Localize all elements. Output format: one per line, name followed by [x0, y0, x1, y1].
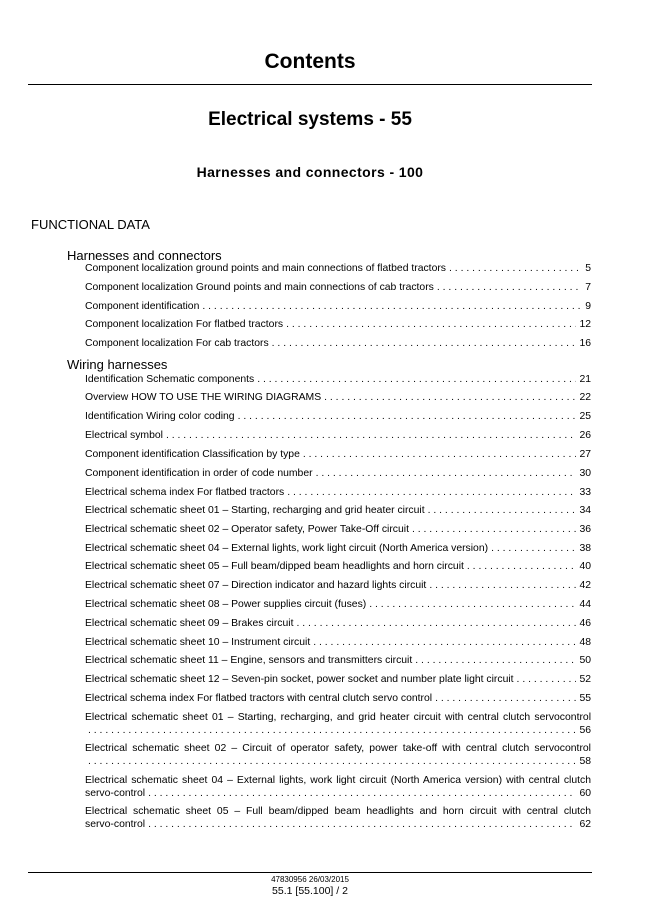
toc-entry[interactable] — [85, 448, 591, 462]
toc-leader-dots — [238, 410, 577, 424]
toc-entry[interactable] — [85, 486, 591, 500]
toc-leader-dots — [324, 391, 576, 405]
toc-entry-page: 48 — [579, 637, 591, 648]
toc-entry[interactable] — [85, 373, 591, 387]
toc-entry-long[interactable] — [85, 711, 591, 737]
subsection-title: Harnesses and connectors - 100 — [196, 164, 424, 180]
toc-entry-page: 27 — [579, 449, 591, 460]
toc-entry-title: Electrical schematic sheet 12 – Seven-pin socket, power socket and number plate light circuit — [85, 674, 514, 685]
toc-entry-page: 58 — [579, 756, 591, 767]
toc-entry-page: 16 — [579, 338, 591, 349]
toc-entry-page: 26 — [579, 430, 591, 441]
toc-entry-title: Electrical schematic sheet 11 – Engine, sensors and transmitters circuit — [85, 655, 413, 666]
toc-leader-dots — [437, 281, 582, 295]
toc-entry-page: 33 — [579, 487, 591, 498]
toc-entry[interactable] — [85, 300, 591, 314]
toc-entry[interactable] — [85, 262, 591, 276]
toc-leader-dots — [316, 467, 577, 481]
toc-entry-page: 52 — [579, 674, 591, 685]
group-heading-wiring-harnesses: Wiring harnesses — [67, 357, 168, 372]
toc-entry[interactable] — [85, 579, 591, 593]
toc-entry-title: Component localization For cab tractors — [85, 338, 269, 349]
toc-leader-dots — [88, 724, 576, 737]
toc-leader-dots — [428, 504, 577, 518]
toc-entry-long[interactable] — [85, 774, 591, 800]
toc-leader-dots — [286, 318, 576, 332]
toc-leader-dots — [435, 692, 576, 706]
toc-entry[interactable] — [85, 429, 591, 443]
toc-entry-title: Electrical schematic sheet 10 – Instrument circuit — [85, 637, 311, 648]
toc-entry-page: 7 — [585, 282, 591, 293]
toc-entry-title: Electrical schematic sheet 05 – Full beam/dipped beam headlights and horn circuit — [85, 561, 464, 572]
toc-entry[interactable] — [85, 560, 591, 574]
toc-entry-page: 38 — [579, 543, 591, 554]
toc-entry-title: Identification Schematic components — [85, 374, 255, 385]
toc-leader-dots — [148, 787, 576, 800]
toc-entry[interactable] — [85, 467, 591, 481]
toc-entry-title: Identification Wiring color coding — [85, 411, 235, 422]
toc-leader-dots — [517, 673, 577, 687]
toc-entry-title-line1: Electrical schematic sheet 01 – Starting, recharging, and grid heater circuit with central clutch servocontrol — [85, 712, 591, 723]
toc-entry[interactable] — [85, 523, 591, 537]
toc-entry-title: Component identification in order of code number — [85, 468, 313, 479]
toc-entry[interactable] — [85, 281, 591, 295]
toc-entry[interactable] — [85, 318, 591, 332]
toc-leader-dots — [449, 262, 582, 276]
toc-entry-page: 40 — [579, 561, 591, 572]
toc-entry-page: 30 — [579, 468, 591, 479]
toc-entry-page: 21 — [579, 374, 591, 385]
toc-leader-dots — [257, 373, 576, 387]
toc-entry-page: 56 — [579, 725, 591, 736]
toc-entry-title-line1: Electrical schematic sheet 02 – Circuit of operator safety, power take-off with central clutch servocontrol — [85, 743, 591, 754]
toc-entry[interactable] — [85, 636, 591, 650]
toc-leader-dots — [429, 579, 576, 593]
toc-entry-title: Electrical symbol — [85, 430, 163, 441]
toc-leader-dots — [467, 560, 577, 574]
toc-leader-dots — [491, 542, 576, 556]
section-title: Electrical systems - 55 — [208, 109, 412, 130]
toc-leader-dots — [296, 617, 576, 631]
toc-entry[interactable] — [85, 598, 591, 612]
toc-leader-dots — [272, 337, 577, 351]
toc-entry-title: Electrical schematic sheet 01 – Starting, recharging and grid heater circuit — [85, 505, 425, 516]
toc-leader-dots — [303, 448, 577, 462]
toc-entry-title-line1: Electrical schematic sheet 05 – Full beam/dipped beam headlights and horn circuit with central clutch — [85, 806, 591, 817]
group-heading-harnesses-connectors: Harnesses and connectors — [67, 248, 222, 263]
toc-entry-title: Component localization For flatbed tractors — [85, 319, 284, 330]
category-heading: FUNCTIONAL DATA — [31, 217, 150, 232]
toc-entry-title-line2: servo-control — [85, 819, 146, 830]
header-divider — [28, 84, 592, 85]
toc-entry-page: 25 — [579, 411, 591, 422]
toc-entry-title: Electrical schematic sheet 07 – Direction indicator and hazard lights circuit — [85, 580, 427, 591]
footer-doc-reference: 47830956 26/03/2015 — [271, 875, 349, 884]
toc-entry-page: 44 — [579, 599, 591, 610]
toc-entry-title: Component localization ground points and main connections of flatbed tractors — [85, 263, 447, 274]
toc-entry-title: Component identification — [85, 301, 200, 312]
toc-entry-page: 5 — [585, 263, 591, 274]
toc-entry-title-line1: Electrical schematic sheet 04 – External lights, work light circuit (North America version) with central clutch — [85, 775, 591, 786]
toc-entry[interactable] — [85, 504, 591, 518]
toc-leader-dots — [166, 429, 576, 443]
toc-entry-page: 55 — [579, 693, 591, 704]
toc-entry-title: Electrical schematic sheet 09 – Brakes circuit — [85, 618, 294, 629]
toc-entry[interactable] — [85, 673, 591, 687]
toc-entry-page: 36 — [579, 524, 591, 535]
toc-entry-page: 60 — [579, 788, 591, 799]
toc-entry-title: Component identification Classification by type — [85, 449, 300, 460]
toc-entry-title: Electrical schema index For flatbed tractors with central clutch servo control — [85, 693, 433, 704]
toc-entry-page: 9 — [585, 301, 591, 312]
toc-entry-title: Electrical schema index For flatbed tractors — [85, 487, 285, 498]
toc-entry-long[interactable] — [85, 805, 591, 831]
toc-entry[interactable] — [85, 337, 591, 351]
toc-entry[interactable] — [85, 617, 591, 631]
toc-leader-dots — [287, 486, 576, 500]
toc-leader-dots — [148, 818, 576, 831]
toc-entry-page: 12 — [579, 319, 591, 330]
toc-entry-page: 42 — [579, 580, 591, 591]
toc-entry-title: Electrical schematic sheet 04 – External lights, work light circuit (North America version) — [85, 543, 489, 554]
toc-leader-dots — [369, 598, 576, 612]
toc-entry-title: Electrical schematic sheet 08 – Power supplies circuit (fuses) — [85, 599, 367, 610]
toc-entry[interactable] — [85, 692, 591, 706]
toc-leader-dots — [202, 300, 582, 314]
toc-entry[interactable] — [85, 391, 591, 405]
toc-entry-page: 62 — [579, 819, 591, 830]
toc-entry-title: Electrical schematic sheet 02 – Operator safety, Power Take-Off circuit — [85, 524, 409, 535]
toc-entry-page: 50 — [579, 655, 591, 666]
page-title: Contents — [264, 50, 356, 73]
toc-entry[interactable] — [85, 542, 591, 556]
toc-leader-dots — [313, 636, 576, 650]
toc-entry-title: Component localization Ground points and main connections of cab tractors — [85, 282, 434, 293]
footer-divider — [28, 872, 592, 873]
footer-page-reference: 55.1 [55.100] / 2 — [272, 885, 348, 897]
toc-entry[interactable] — [85, 410, 591, 424]
toc-leader-dots — [415, 654, 576, 668]
toc-entry-page: 46 — [579, 618, 591, 629]
toc-entry-long[interactable] — [85, 742, 591, 768]
toc-entry-title-line2: servo-control — [85, 788, 146, 799]
toc-entry-page: 22 — [579, 392, 591, 403]
toc-entry[interactable] — [85, 654, 591, 668]
toc-entry-title: Overview HOW TO USE THE WIRING DIAGRAMS — [85, 392, 322, 403]
toc-leader-dots — [412, 523, 576, 537]
toc-leader-dots — [88, 755, 576, 768]
toc-entry-page: 34 — [579, 505, 591, 516]
